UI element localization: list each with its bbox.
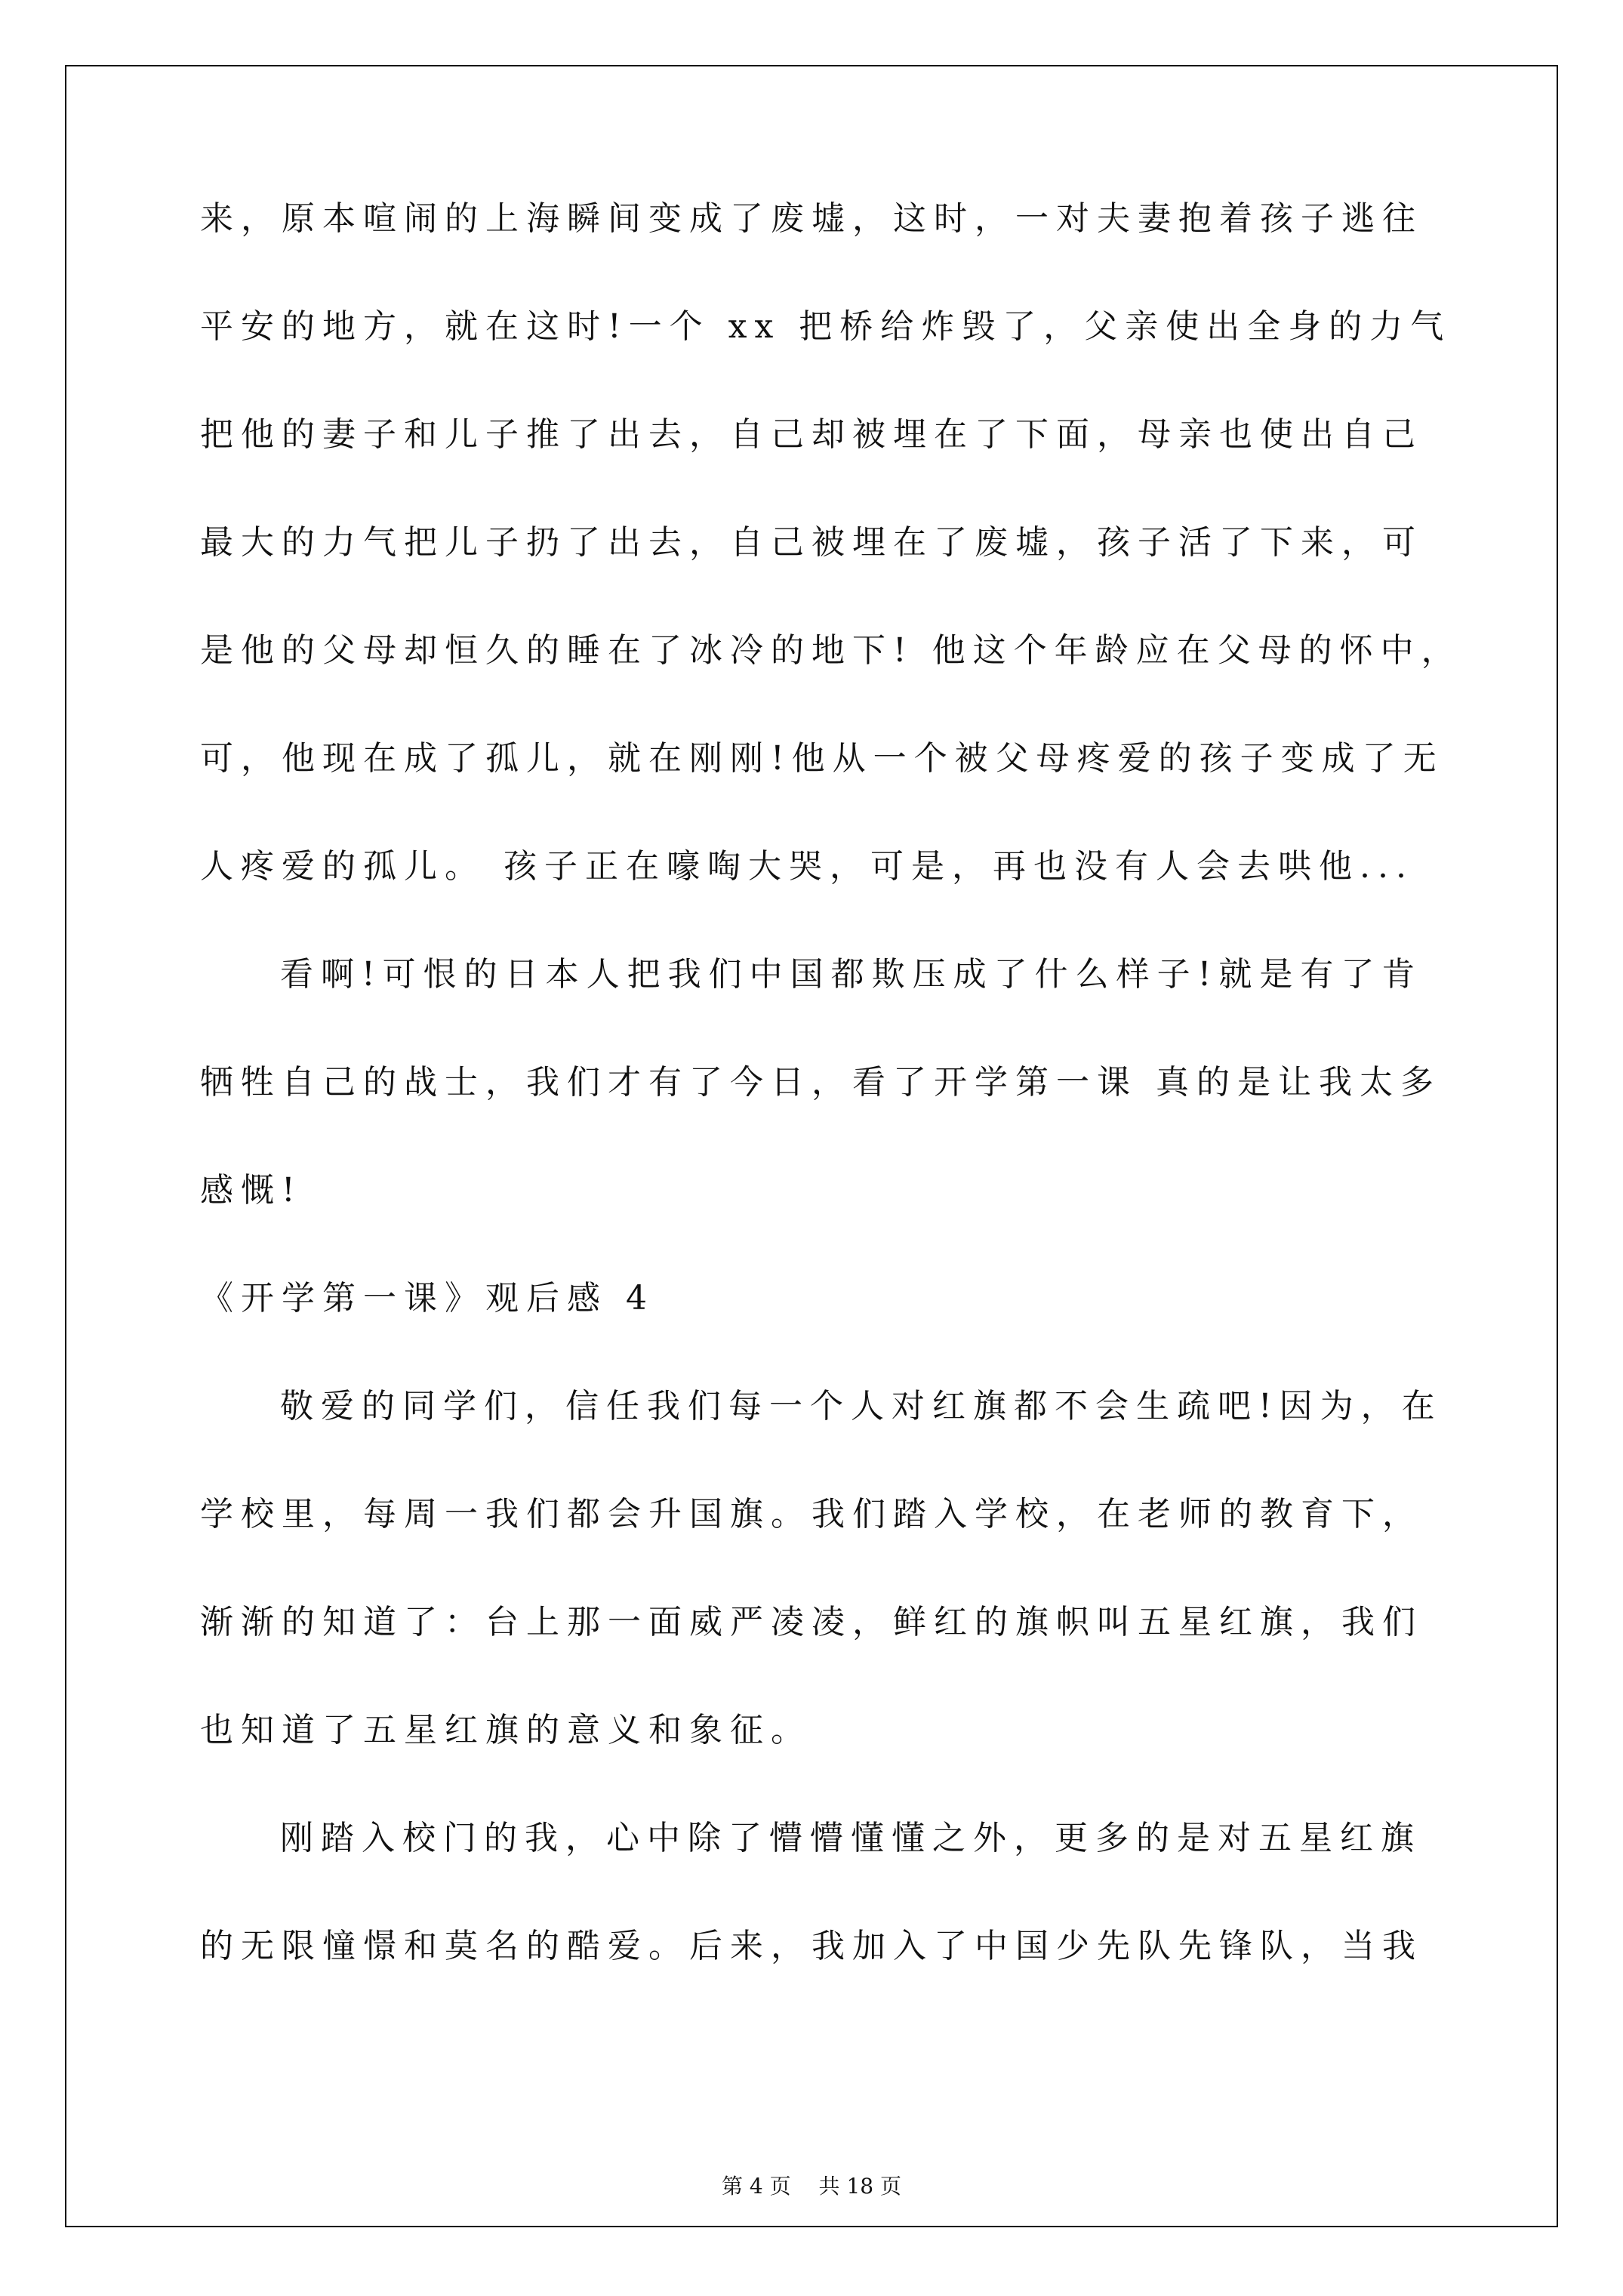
page-number-current: 第 4 页 [722, 2174, 791, 2199]
paragraph-start-line: 看啊!可恨的日本人把我们中国都欺压成了什么样子!就是有了肯 [280, 955, 1423, 994]
page-border [65, 65, 1558, 2227]
text-line: 人疼爱的孤儿。 孩子正在嚎啕大哭，可是，再也没有人会去哄他... [200, 847, 1414, 886]
page-number-total: 共 18 页 [818, 2174, 901, 2199]
page-footer [0, 2171, 1623, 2202]
text-line: 来，原本喧闹的上海瞬间变成了废墟，这时，一对夫妻抱着孩子逃往 [200, 199, 1423, 238]
text-line: 的无限憧憬和莫名的酷爱。后来，我加入了中国少先队先锋队，当我 [200, 1927, 1423, 1965]
text-line: 最大的力气把儿子扔了出去，自己被埋在了废墟，孩子活了下来，可 [200, 523, 1423, 562]
text-line: 感慨! [200, 1171, 303, 1210]
text-line: 平安的地方，就在这时!一个 xx 把桥给炸毁了，父亲使出全身的力气 [200, 307, 1452, 346]
paragraph-start-line: 敬爱的同学们，信任我们每一个人对红旗都不会生疏吧!因为，在 [280, 1387, 1443, 1425]
text-line: 把他的妻子和儿子推了出去，自己却被埋在了下面，母亲也使出自己 [200, 415, 1423, 454]
text-line: 渐渐的知道了：台上那一面威严凌凌，鲜红的旗帜叫五星红旗，我们 [200, 1603, 1423, 1641]
text-line: 学校里，每周一我们都会升国旗。我们踏入学校，在老师的教育下， [200, 1495, 1423, 1533]
text-line: 牺牲自己的战士，我们才有了今日，看了开学第一课 真的是让我太多 [200, 1063, 1441, 1102]
text-line: 是他的父母却恒久的睡在了冰冷的地下! 他这个年龄应在父母的怀中， [200, 631, 1462, 670]
text-line: 可，他现在成了孤儿，就在刚刚!他从一个被父母疼爱的孩子变成了无 [200, 739, 1444, 778]
section-heading: 《开学第一课》观后感 4 [200, 1279, 654, 1318]
paragraph-start-line: 刚踏入校门的我，心中除了懵懵懂懂之外，更多的是对五星红旗 [280, 1819, 1421, 1857]
text-line: 也知道了五星红旗的意义和象征。 [200, 1711, 812, 1749]
